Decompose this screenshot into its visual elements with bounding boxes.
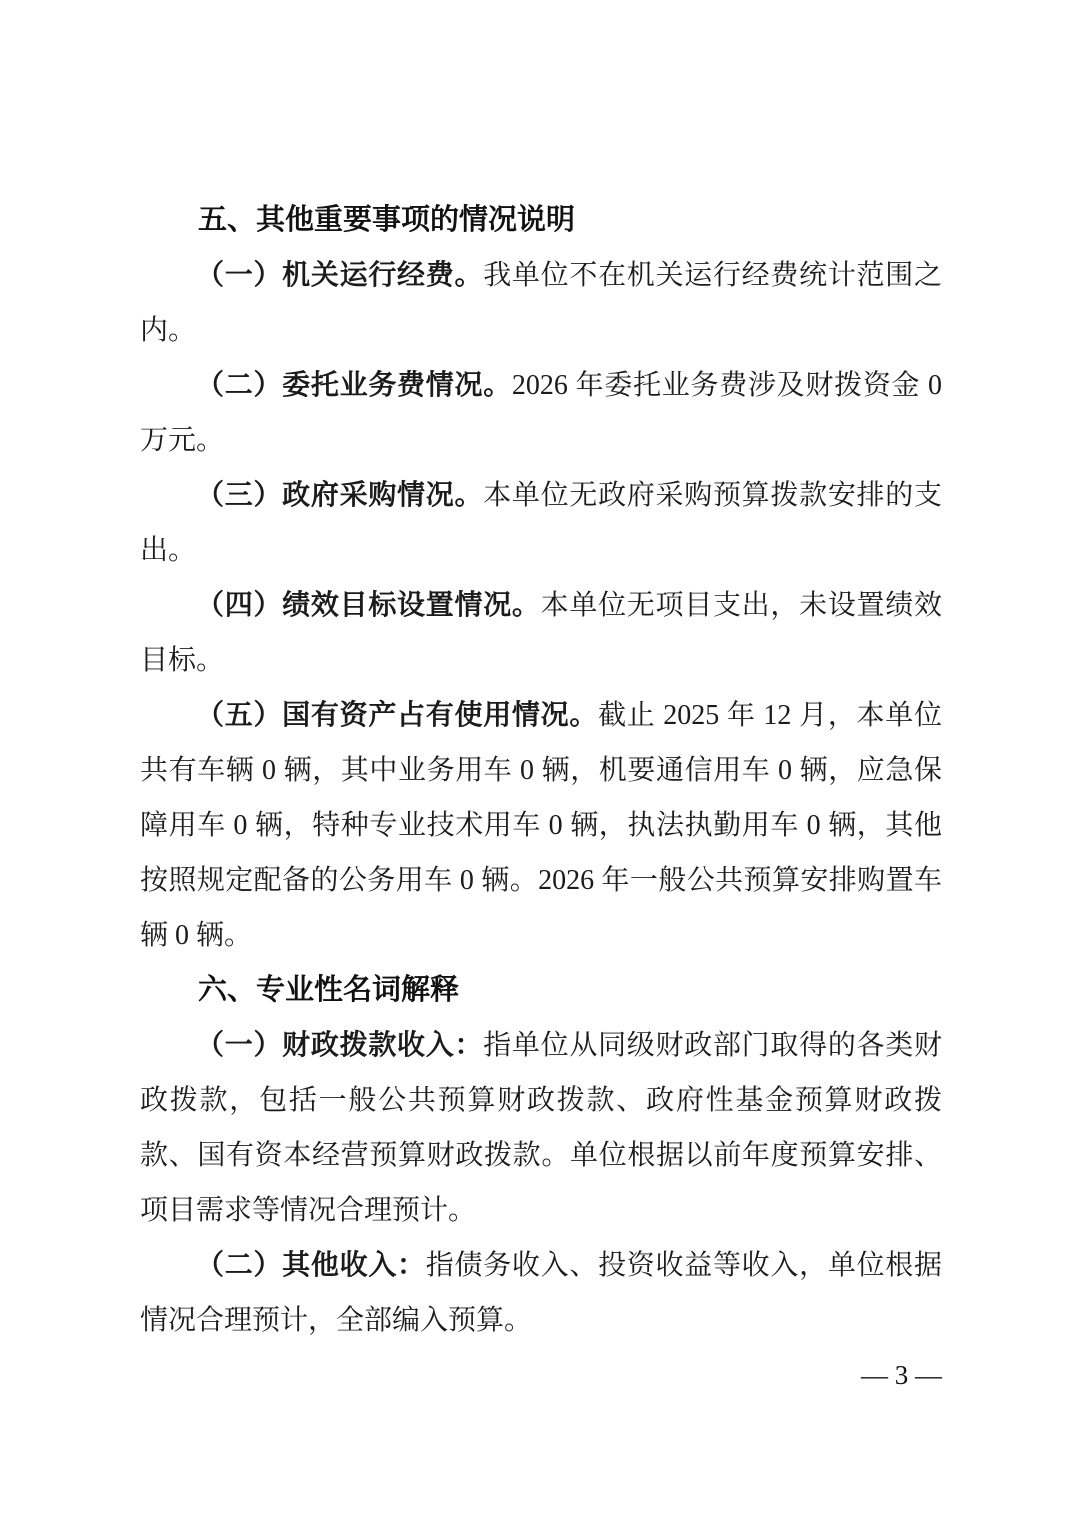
paragraph-lead: （五）国有资产占有使用情况。 (196, 700, 599, 731)
paragraph-entrusted-business-fees (140, 358, 942, 468)
paragraph-body: 我单位不在机关运行经费统计范围之内。 (140, 260, 942, 346)
paragraph-body: 截止 2025 年 12 月，本单位共有车辆 0 辆，其中业务用车 0 辆，机要通信用车 0 辆，应急保障用车 0 辆，特种专业技术用车 0 辆，执法执勤用车 0 辆，其他按照规定配备的公务用车 0 辆。2026 年一般公共预算安排购置车辆 0 辆。 (140, 700, 942, 951)
paragraph-body: 本单位无项目支出，未设置绩效目标。 (140, 590, 942, 676)
paragraph-lead: （二）委托业务费情况。 (196, 370, 512, 401)
paragraph-state-owned-assets (140, 688, 942, 963)
section-other-important-matters (140, 193, 942, 963)
paragraph-lead: （二）其他收入： (196, 1250, 426, 1281)
section-terminology-explanations (140, 963, 942, 1348)
paragraph-fiscal-appropriation-income (140, 1018, 942, 1238)
paragraph-lead: （四）绩效目标设置情况。 (196, 590, 541, 621)
paragraph-body: 指单位从同级财政部门取得的各类财政拨款，包括一般公共预算财政拨款、政府性基金预算财政拨款、国有资本经营预算财政拨款。单位根据以前年度预算安排、项目需求等情况合理预计。 (140, 1030, 942, 1226)
paragraph-lead: （一）机关运行经费。 (196, 260, 484, 291)
paragraph-agency-operating-expenses (140, 248, 942, 358)
paragraph-lead: （一）财政拨款收入： (196, 1030, 484, 1061)
page-footer (140, 1360, 942, 1390)
paragraph-body: 2026 年委托业务费涉及财拨资金 0 万元。 (140, 370, 942, 456)
paragraph-lead: （三）政府采购情况。 (196, 480, 484, 511)
paragraph-body: 本单位无政府采购预算拨款安排的支出。 (140, 480, 942, 566)
paragraph-government-procurement (140, 468, 942, 578)
page-number: — 3 — (861, 1360, 942, 1390)
paragraph-body: 指债务收入、投资收益等收入，单位根据情况合理预计，全部编入预算。 (140, 1250, 942, 1336)
section-heading-6: 六、专业性名词解释 (198, 974, 460, 1006)
section-heading-5: 五、其他重要事项的情况说明 (198, 204, 576, 236)
paragraph-performance-targets (140, 578, 942, 688)
paragraph-other-income (140, 1238, 942, 1348)
